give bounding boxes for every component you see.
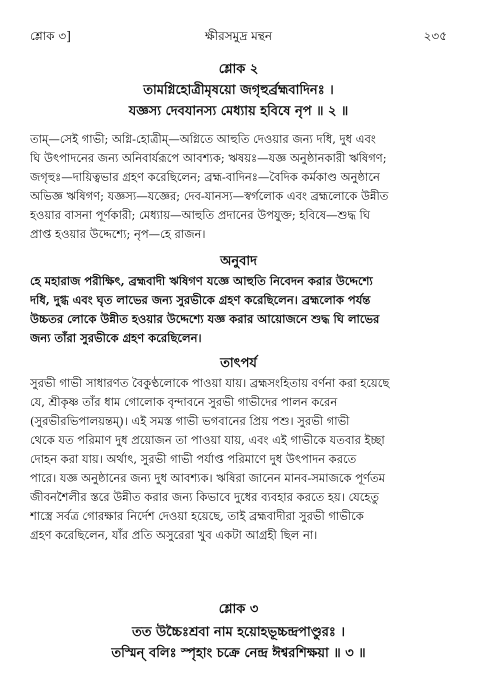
- synonym-line: প্রাপ্ত হওয়ার উদ্দেশ্যে; নৃপ—হে রাজন।: [30, 227, 206, 241]
- purport-line: যে, শ্রীকৃষ্ণ তাঁর ধাম গোলোক বৃন্দাবনে সুরভী গাভীদের পালন করেন: [30, 395, 338, 409]
- synonym-line: অভিজ্ঞ ঋষিগণ; যজ্ঞস্য—যজ্ঞের; দেব-যানস্য—স্বর্গলোক এবং ব্রহ্মলোকে উন্নীত: [30, 189, 389, 203]
- page-number: ২৩৫: [423, 29, 447, 43]
- purport-text: [30, 374, 447, 545]
- purport-line: গ্রহণ করেছিলেন, যাঁর প্রতি অসুরেরা খুব একটা আগ্রহী ছিল না।: [30, 528, 318, 542]
- purport-heading: তাৎপর্য: [220, 356, 257, 371]
- verse-2-line: যজ্ঞস্য দেবযানস্য মেধ্যায় হবিষে নৃপ ॥ ২ ॥: [128, 104, 349, 119]
- verse-2-heading: শ্লোক ২: [218, 62, 259, 77]
- purport-line: পারে। যজ্ঞ অনুষ্ঠানের জন্য দুধ আবশ্যক। ঋষিরা জানেন মানব-সমাজকে পূর্ণতম: [30, 471, 385, 485]
- synonym-line: তাম্—সেই গাভী; অগ্নি-হোত্রীম্—অগ্নিতে আহুতি দেওয়ার জন্য দধি, দুধ এবং: [30, 132, 376, 146]
- verse-3-line: তত উচ্চৈঃশ্রবা নাম হয়োহভূচ্চন্দ্রপাণ্ডুরঃ ।: [131, 625, 346, 640]
- translation-line: দধি, দুগ্ধ এবং ঘৃত লাভের জন্য সুরভীকে গ্রহণ করেছিলেন। ব্রহ্মলোক পর্যন্ত: [30, 293, 371, 307]
- verse-2-line: তামগ্নিহোত্রীমৃষয়ো জগৃহুর্ব্রহ্মবাদিনঃ ।: [143, 83, 334, 98]
- translation-heading: অনুবাদ: [220, 254, 257, 269]
- translation-text: [30, 272, 447, 348]
- synonyms: [30, 130, 447, 244]
- header-left: শ্লোক ৩]: [30, 29, 71, 43]
- translation-line: হে মহারাজ পরীক্ষিৎ, ব্রহ্মবাদী ঋষিগণ যজ্ঞে আহুতি নিবেদন করার উদ্দেশ্যে: [30, 274, 373, 288]
- verse-3-line: তস্মিন্ বলিঃ স্পৃহাং চক্রে নেন্দ্র ঈশ্বরশিক্ষয়া ॥ ৩ ॥: [111, 646, 366, 661]
- synonym-line: জগৃহুঃ—দায়িত্বভার গ্রহণ করেছিলেন; ব্রহ্ম-বাদিনঃ—বৈদিক কর্মকাণ্ড অনুষ্ঠানে: [30, 170, 380, 184]
- synonym-line: ঘি উৎপাদনের জন্য অনিবার্যরূপে আবশ্যক; ঋষয়ঃ—যজ্ঞ অনুষ্ঠানকারী ঋষিগণ;: [30, 151, 387, 165]
- translation-line: উচ্চতর লোকে উন্নীত হওয়ার উদ্দেশ্যে যজ্ঞ করার আয়োজনে শুদ্ধ ঘি লাভের: [30, 312, 380, 326]
- verse-2-text: [20, 80, 457, 122]
- purport-line: জীবনশৈলীর স্তরে উন্নীত করার জন্য কিভাবে দুধের ব্যবহার করতে হয়। যেহেতু: [30, 490, 380, 504]
- header-title: ক্ষীরসমুদ্র মন্থন: [204, 29, 273, 43]
- translation-line: জন্য তাঁরা সুরভীকে গ্রহণ করেছিলেন।: [30, 331, 202, 345]
- verse-3-text: [20, 622, 457, 664]
- purport-line: থেকে যত পরিমাণ দুধ প্রয়োজন তা পাওয়া যায়, এবং এই গাভীকে যতবার ইচ্ছা: [30, 433, 385, 447]
- purport-line: শাস্ত্রে সর্বত্র গোরক্ষার নির্দেশ দেওয়া হয়েছে, তাই ব্রহ্মবাদীরা সুরভী গাভীকে: [30, 509, 364, 523]
- running-header: [30, 28, 447, 50]
- synonym-line: হওয়ার বাসনা পূর্ণকারী; মেধ্যায়—আহুতি প্রদানের উপযুক্ত; হবিষে—শুদ্ধ ঘি: [30, 208, 370, 222]
- purport-line: (সুরভীরভিপালয়ন্তম্)। এই সমস্ত গাভী ভগবানের প্রিয় পশু। সুরভী গাভী: [30, 414, 350, 428]
- purport-line: সুরভী গাভী সাধারণত বৈকুণ্ঠলোকে পাওয়া যায়। ব্রহ্মসংহিতায় বর্ণনা করা হয়েছে: [30, 376, 390, 390]
- purport-line: দোহন করা যায়। অর্থাৎ, সুরভী গাভী পর্যাপ্ত পরিমাণে দুধ উৎপাদন করতে: [30, 452, 357, 466]
- verse-3-heading: শ্লোক ৩: [218, 602, 259, 617]
